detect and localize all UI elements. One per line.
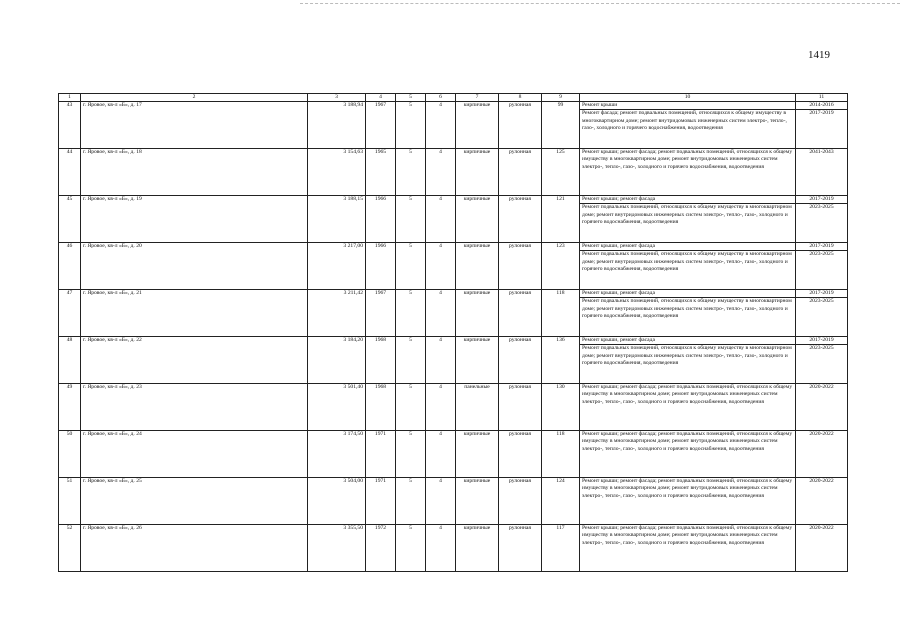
periods-cell: [796, 102, 848, 149]
scan-top-line: [300, 3, 900, 4]
area-cell: 3 217,00: [308, 243, 366, 290]
work-item: Ремонт фасада; ремонт подвальных помещений, относящихся к общему имуществу в многоквартирном доме; ремонт внутридомовых инженерных систем электро-, тепло-, газо-, холодного и горячего водоснабжения, водоотведения: [582, 110, 787, 132]
period-item: 2041-2043: [809, 149, 834, 155]
roof-cell: рулонная: [499, 431, 542, 478]
floors-cell: 5: [396, 525, 426, 572]
work-item: Ремонт крыши, ремонт фасада: [580, 290, 795, 298]
work-item: Ремонт крыши; ремонт фасада; ремонт подвальных помещений, относящихся к общему имуществу в многоквартирном доме; ремонт внутридомовых инженерных систем электро-, тепло-, газо-, холодного и горячего водоснабжения, водоотведения: [582, 431, 793, 452]
walls-cell: кирпичные: [456, 337, 499, 384]
row-number: 45: [59, 196, 81, 243]
address-cell: г. Яровое, кв-л «Б», д. 24: [81, 431, 308, 478]
col-header: 10: [580, 94, 796, 102]
floors-cell: 5: [396, 478, 426, 525]
apartments-cell: 130: [542, 384, 580, 431]
walls-cell: панельные: [456, 384, 499, 431]
periods-cell: [796, 149, 848, 196]
roof-cell: рулонная: [499, 384, 542, 431]
column-number-row: [59, 94, 848, 102]
roof-cell: рулонная: [499, 290, 542, 337]
walls-cell: кирпичные: [456, 290, 499, 337]
works-cell: [580, 431, 796, 478]
apartments-cell: 118: [542, 290, 580, 337]
periods-cell: [796, 478, 848, 525]
periods-cell: [796, 525, 848, 572]
area-cell: 3 154,63: [308, 149, 366, 196]
entrances-cell: 4: [426, 431, 456, 478]
work-item: Ремонт крыши; ремонт фасада; ремонт подвальных помещений, относящихся к общему имуществу в многоквартирном доме; ремонт внутридомовых инженерных систем электро-, тепло-, газо-, холодного и горячего водоснабжения, водоотведения: [582, 384, 793, 405]
walls-cell: кирпичные: [456, 196, 499, 243]
year-cell: 1968: [366, 337, 396, 384]
table-row: [59, 337, 848, 384]
works-cell: [580, 478, 796, 525]
entrances-cell: 4: [426, 478, 456, 525]
page-number: 1419: [808, 49, 830, 61]
entrances-cell: 4: [426, 525, 456, 572]
works-cell: [580, 196, 796, 243]
periods-cell: [796, 243, 848, 290]
area-cell: 3 501,40: [308, 384, 366, 431]
periods-cell: [796, 290, 848, 337]
row-number: 46: [59, 243, 81, 290]
col-header: 11: [796, 94, 848, 102]
roof-cell: рулонная: [499, 102, 542, 149]
apartments-cell: 117: [542, 525, 580, 572]
work-item: Ремонт подвальных помещений, относящихся к общему имуществу в многоквартирном доме; ремонт внутридомовых инженерных систем электро-, тепло-, газо-, холодного и горячего водоснабжения, водоотведения: [582, 345, 792, 367]
year-cell: 1968: [366, 384, 396, 431]
col-header: 9: [542, 94, 580, 102]
period-item: 2020-2022: [809, 384, 834, 390]
roof-cell: рулонная: [499, 525, 542, 572]
period-item: 2017-2019: [796, 290, 847, 298]
floors-cell: 5: [396, 431, 426, 478]
work-item: Ремонт подвальных помещений, относящихся к общему имуществу в многоквартирном доме; ремонт внутридомовых инженерных систем электро-, тепло-, газо-, холодного и горячего водоснабжения, водоотведения: [582, 298, 792, 320]
table-row: [59, 149, 848, 196]
address-cell: г. Яровое, кв-л «Б», д. 23: [81, 384, 308, 431]
walls-cell: кирпичные: [456, 431, 499, 478]
col-header: 6: [426, 94, 456, 102]
row-number: 52: [59, 525, 81, 572]
entrances-cell: 4: [426, 290, 456, 337]
roof-cell: рулонная: [499, 196, 542, 243]
walls-cell: кирпичные: [456, 102, 499, 149]
apartments-cell: 136: [542, 337, 580, 384]
apartments-cell: 124: [542, 478, 580, 525]
col-header: 8: [499, 94, 542, 102]
apartments-cell: 121: [542, 196, 580, 243]
period-item: 2023-2025: [809, 345, 834, 352]
work-item: Ремонт крыши; ремонт фасада: [580, 196, 795, 204]
apartments-cell: 125: [542, 149, 580, 196]
col-header: 7: [456, 94, 499, 102]
periods-cell: [796, 384, 848, 431]
address-cell: г. Яровое, кв-л «Б», д. 21: [81, 290, 308, 337]
area-cell: 3 174,50: [308, 431, 366, 478]
row-number: 43: [59, 102, 81, 149]
col-header: 2: [81, 94, 308, 102]
floors-cell: 5: [396, 102, 426, 149]
periods-cell: [796, 431, 848, 478]
apartments-cell: 118: [542, 431, 580, 478]
address-cell: г. Яровое, кв-л «Б», д. 25: [81, 478, 308, 525]
work-item: Ремонт крыши; ремонт фасада; ремонт подвальных помещений, относящихся к общему имуществу в многоквартирном доме; ремонт внутридомовых инженерных систем электро-, тепло-, газо-, холодного и горячего водоснабжения, водоотведения: [582, 525, 793, 546]
roof-cell: рулонная: [499, 243, 542, 290]
entrances-cell: 4: [426, 102, 456, 149]
year-cell: 1967: [366, 290, 396, 337]
address-cell: г. Яровое, кв-л «Б», д. 18: [81, 149, 308, 196]
address-cell: г. Яровое, кв-л «Б», д. 17: [81, 102, 308, 149]
walls-cell: кирпичные: [456, 149, 499, 196]
period-item: 2020-2022: [809, 478, 834, 484]
periods-cell: [796, 337, 848, 384]
walls-cell: кирпичные: [456, 478, 499, 525]
year-cell: 1967: [366, 102, 396, 149]
period-item: 2014-2016: [796, 102, 847, 110]
floors-cell: 5: [396, 290, 426, 337]
work-item: Ремонт подвальных помещений, относящихся к общему имуществу в многоквартирном доме; ремонт внутридомовых инженерных систем электро-, тепло-, газо-, холодного и горячего водоснабжения, водоотведения: [582, 251, 792, 273]
area-cell: 3 211,42: [308, 290, 366, 337]
works-cell: [580, 243, 796, 290]
address-cell: г. Яровое, кв-л «Б», д. 19: [81, 196, 308, 243]
table-row: [59, 478, 848, 525]
works-cell: [580, 102, 796, 149]
period-item: 2020-2022: [809, 431, 834, 437]
year-cell: 1966: [366, 196, 396, 243]
period-item: 2023-2025: [809, 204, 834, 211]
work-item: Ремонт крыши: [580, 102, 795, 110]
period-item: 2023-2025: [809, 298, 834, 305]
entrances-cell: 4: [426, 243, 456, 290]
table-row: [59, 431, 848, 478]
address-cell: г. Яровое, кв-л «Б», д. 22: [81, 337, 308, 384]
year-cell: 1972: [366, 525, 396, 572]
row-number: 44: [59, 149, 81, 196]
works-cell: [580, 525, 796, 572]
period-item: 2020-2022: [809, 525, 834, 531]
period-item: 2017-2019: [809, 110, 834, 117]
floors-cell: 5: [396, 243, 426, 290]
table-row: [59, 102, 848, 149]
year-cell: 1965: [366, 149, 396, 196]
work-item: Ремонт подвальных помещений, относящихся к общему имуществу в многоквартирном доме; ремонт внутридомовых инженерных систем электро-, тепло-, газо-, холодного и горячего водоснабжения, водоотведения: [582, 204, 792, 226]
col-header: 4: [366, 94, 396, 102]
period-item: 2023-2025: [809, 251, 834, 258]
area-cell: 3 355,50: [308, 525, 366, 572]
roof-cell: рулонная: [499, 478, 542, 525]
entrances-cell: 4: [426, 149, 456, 196]
col-header: 3: [308, 94, 366, 102]
address-cell: г. Яровое, кв-л «Б», д. 20: [81, 243, 308, 290]
apartments-cell: 123: [542, 243, 580, 290]
col-header: 5: [396, 94, 426, 102]
repair-schedule-table: [58, 93, 848, 572]
area-cell: 3 188,15: [308, 196, 366, 243]
floors-cell: 5: [396, 384, 426, 431]
work-item: Ремонт крыши, ремонт фасада: [580, 337, 795, 345]
period-item: 2017-2019: [796, 196, 847, 204]
works-cell: [580, 149, 796, 196]
roof-cell: рулонная: [499, 337, 542, 384]
walls-cell: кирпичные: [456, 525, 499, 572]
works-cell: [580, 384, 796, 431]
floors-cell: 5: [396, 196, 426, 243]
table-row: [59, 384, 848, 431]
table-row: [59, 243, 848, 290]
roof-cell: рулонная: [499, 149, 542, 196]
year-cell: 1971: [366, 431, 396, 478]
table-row: [59, 525, 848, 572]
row-number: 47: [59, 290, 81, 337]
periods-cell: [796, 196, 848, 243]
area-cell: 3 504,00: [308, 478, 366, 525]
area-cell: 3 188,94: [308, 102, 366, 149]
entrances-cell: 4: [426, 196, 456, 243]
entrances-cell: 4: [426, 384, 456, 431]
entrances-cell: 4: [426, 337, 456, 384]
work-item: Ремонт крыши, ремонт фасада: [580, 243, 795, 251]
floors-cell: 5: [396, 149, 426, 196]
work-item: Ремонт крыши; ремонт фасада; ремонт подвальных помещений, относящихся к общему имуществу в многоквартирном доме; ремонт внутридомовых инженерных систем электро-, тепло-, газо-, холодного и горячего водоснабжения, водоотведения: [582, 478, 793, 499]
works-cell: [580, 337, 796, 384]
floors-cell: 5: [396, 337, 426, 384]
period-item: 2017-2019: [796, 243, 847, 251]
period-item: 2017-2019: [796, 337, 847, 345]
year-cell: 1966: [366, 243, 396, 290]
row-number: 49: [59, 384, 81, 431]
row-number: 48: [59, 337, 81, 384]
walls-cell: кирпичные: [456, 243, 499, 290]
area-cell: 3 184,20: [308, 337, 366, 384]
work-item: Ремонт крыши; ремонт фасада; ремонт подвальных помещений, относящихся к общему имуществу в многоквартирном доме; ремонт внутридомовых инженерных систем электро-, тепло-, газо-, холодного и горячего водоснабжения, водоотведения: [582, 149, 793, 170]
row-number: 51: [59, 478, 81, 525]
apartments-cell: 99: [542, 102, 580, 149]
table-row: [59, 196, 848, 243]
address-cell: г. Яровое, кв-л «Б», д. 26: [81, 525, 308, 572]
year-cell: 1971: [366, 478, 396, 525]
row-number: 50: [59, 431, 81, 478]
col-header: 1: [59, 94, 81, 102]
works-cell: [580, 290, 796, 337]
table-row: [59, 290, 848, 337]
